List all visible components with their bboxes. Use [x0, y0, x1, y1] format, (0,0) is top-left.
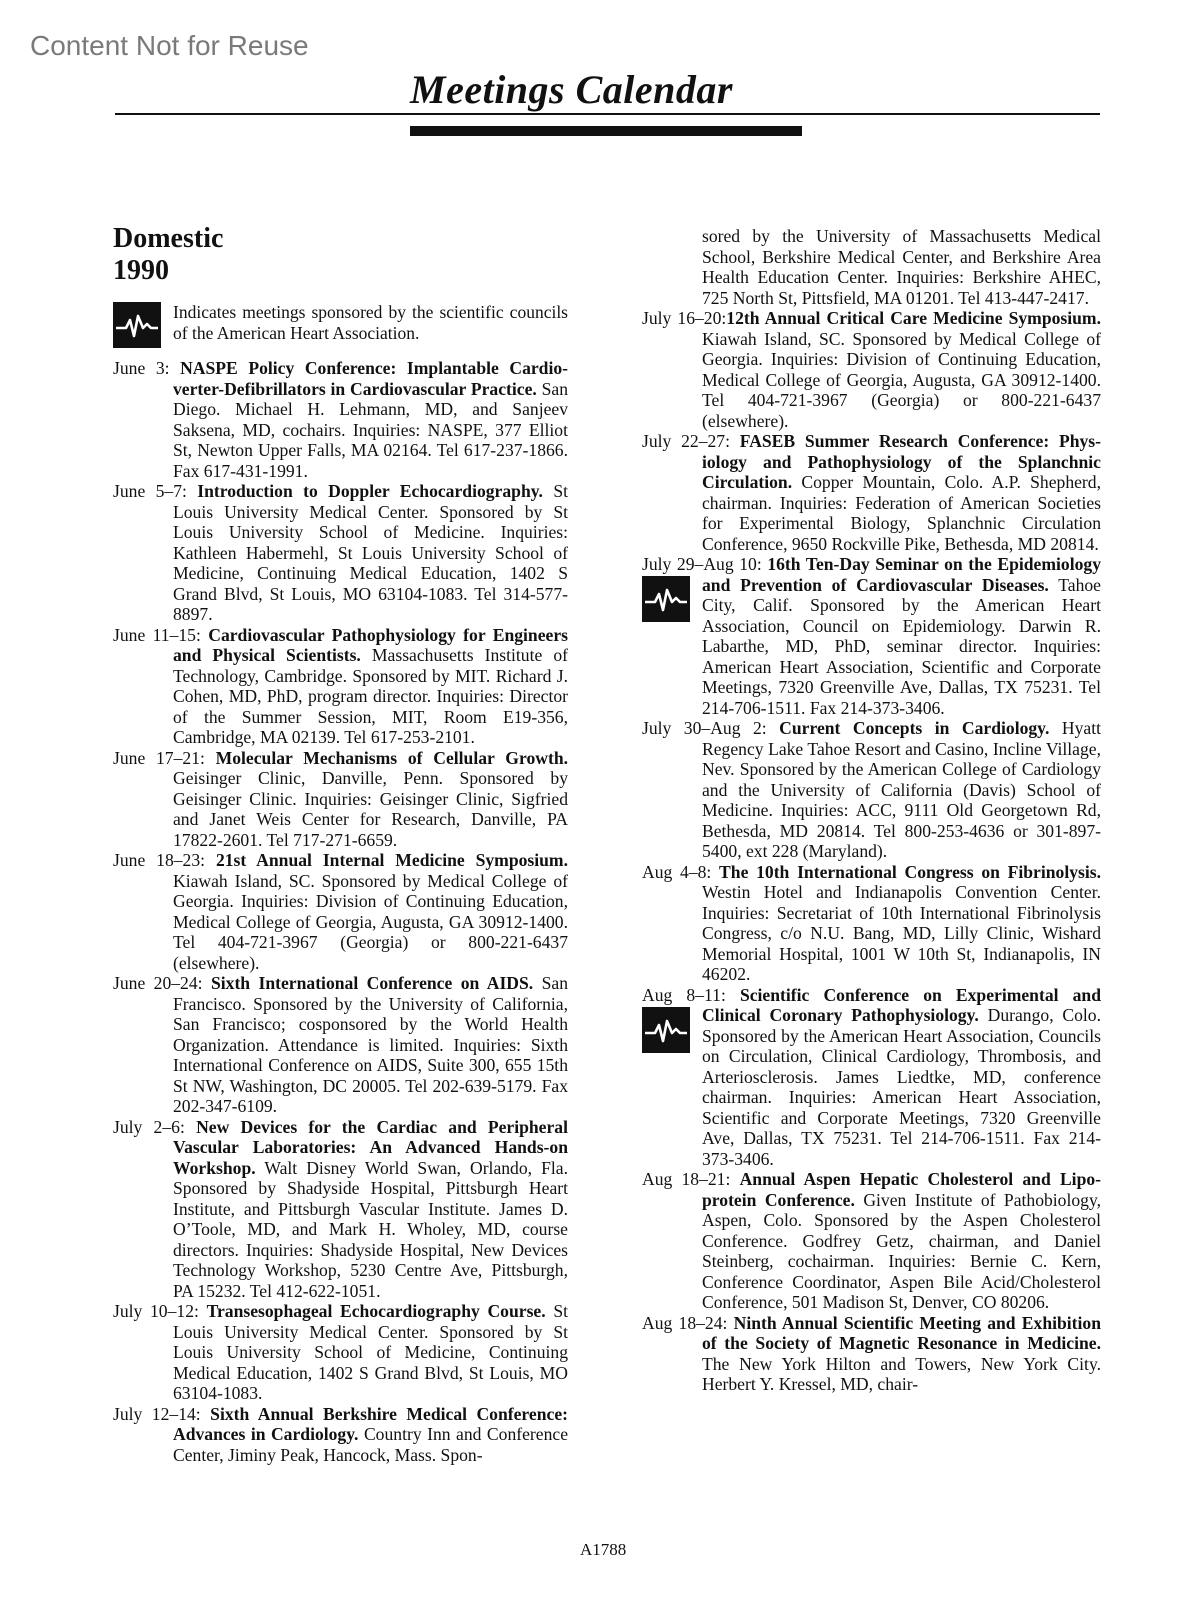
meeting-title: Cardiovascular Pathophysiology for Engineers and Physical Scientists.: [173, 624, 568, 665]
meeting-date: June 11–15:: [113, 624, 209, 645]
meeting-date: June 3:: [113, 358, 181, 378]
meeting-title: Molecular Mechanisms of Cellular Growth.: [215, 747, 568, 768]
meeting-details: Durango, Colo. Sponsored by the American Heart Association, Councils on Circulation, Clinical Cardiology, Thrombosis, and Arteriosclerosis. James Liedtke, MD, conference chairman. Inquiries: American Heart Association, Scientific and Corporate Meetings, 7320 Greenville Ave, Dallas, TX 75231. Tel 214-706-1511. Fax 214-373-3406.: [702, 1005, 1102, 1169]
meeting-date: June 5–7:: [113, 481, 198, 501]
meeting-title: New Devices for the Cardiac and Peripheral Vascular Laboratories: An Advanced Hands-on Workshop.: [173, 1116, 568, 1178]
meeting-details: San Diego. Michael H. Lehmann, MD, and Sanjeev Saksena, MD, cochairs. Inquiries: NASPE, 377 Elliot St, Newton Upper Falls, MA 02164. Tel 617-237-1866. Fax 617-431-1991.: [173, 378, 568, 481]
section-heading: [113, 223, 223, 287]
title-rule-thick: [410, 126, 802, 136]
meeting-date: Aug 4–8:: [642, 861, 720, 882]
meeting-details: Geisinger Clinic, Danville, Penn. Sponsored by Geisinger Clinic. Inquiries: Geisinger Clinic, Sigfried and Janet Weis Center for Research, Danville, PA 17822-2601. Tel 717-271-6659.: [173, 768, 568, 850]
meeting-title: Sixth Annual Berkshire Medical Conference: Advances in Cardiology.: [173, 1403, 568, 1444]
meeting-date: June 17–21:: [113, 747, 216, 768]
meeting-entry: [113, 1301, 568, 1404]
meeting-title: 21st Annual Internal Medicine Symposium.: [215, 850, 568, 870]
meeting-date: Aug 8–11:: [642, 984, 740, 1005]
meeting-title: 12th Annual Critical Care Medicine Symposium.: [726, 308, 1101, 328]
section-heading-domestic: Domestic: [113, 223, 224, 254]
meeting-date: July 16–20:: [642, 308, 727, 328]
meeting-entry: [642, 554, 1101, 718]
meeting-date: July 2–6:: [113, 1116, 197, 1137]
meeting-date: June 18–23:: [113, 850, 216, 870]
meeting-title: Current Concepts in Cardiology.: [779, 718, 1050, 738]
meeting-title: Ninth Annual Scientific Meeting and Exhibition of the Society of Magnetic Resonance in Medicine.: [702, 1312, 1101, 1353]
page-title: Meetings Calendar: [410, 67, 733, 112]
meeting-details: Walt Disney World Swan, Orlando, Fla. Sponsored by Shadyside Hospital, Pittsburgh Heart Institute, and Pittsburgh Vascular Institute. James D. O’Toole, MD, and Mark H. Wholey, MD, course directors. Inquiries: Shadyside Hospital, New Devices Technology Workshop, 5230 Centre Ave, Pittsburgh, PA 15232. Tel 412-622-1051.: [173, 1157, 568, 1301]
legend-text: Indicates meetings sponsored by the scientific councils of the American Heart Association.: [173, 302, 568, 343]
meeting-details: Kiawah Island, SC. Sponsored by Medical College of Georgia. Inquiries: Division of Continuing Education, Medical College of Georgia, Augusta, GA 30912-1400. Tel 404-721-3967 (Georgia) or 800-221-6437 (elsewhere).: [173, 870, 568, 973]
meeting-details: Country Inn and Conference Center, Jiminy Peak, Hancock, Mass. Spon-: [173, 1424, 568, 1465]
meeting-date: July 22–27:: [642, 431, 740, 451]
meeting-title: Annual Aspen Hepatic Cholesterol and Lipoprotein Conference.: [702, 1169, 1102, 1210]
meeting-entry: [113, 1117, 568, 1302]
meeting-entry: [113, 358, 568, 481]
meeting-details: Hyatt Regency Lake Tahoe Resort and Casino, Incline Village, Nev. Sponsored by the American College of Cardiology and the University of California (Davis) School of Medicine. Inquiries: ACC, 9111 Old Georgetown Rd, Bethesda, MD 20814. Tel 800-253-4636 or 301-897-5400, ext 228 (Maryland).: [702, 718, 1101, 861]
left-column: [113, 358, 568, 1465]
meeting-date: July 30–Aug 2:: [642, 718, 780, 738]
aha-ecg-icon: [642, 1007, 690, 1053]
meeting-details: Copper Mountain, Colo. A.P. Shepherd, chairman. Inquiries: Federation of American Societies for Experimental Biology, Splanchnic Circulation Conference, 9650 Rockville Pike, Bethesda, MD 20814.: [702, 472, 1101, 554]
meeting-title: Sixth International Conference on AIDS.: [210, 973, 534, 993]
title-rule-thin: [115, 113, 1100, 115]
meeting-date: Aug 18–24:: [642, 1312, 734, 1333]
meeting-entry: [642, 718, 1101, 862]
meeting-title: Introduction to Doppler Echocardiography.: [197, 481, 543, 501]
meeting-details: St Louis University Medical Center. Sponsored by St Louis University School of Medicine, Continuing Medical Education, 1402 S Grand Blvd, St Louis, MO 63104-1083.: [173, 1301, 568, 1403]
watermark: Content Not for Reuse: [30, 30, 309, 61]
meeting-details: Massachusetts Institute of Technology, Cambridge. Sponsored by MIT. Richard J. Cohen, MD, PhD, program director. Inquiries: Director of the Summer Session, MIT, Room E19-356, Cambridge, MA 02139. Tel 617-253-2101.: [173, 645, 568, 747]
meeting-details: The New York Hilton and Towers, New York City. Herbert Y. Kressel, MD, chair-: [702, 1353, 1101, 1394]
meeting-date: July 12–14:: [113, 1403, 211, 1424]
entry-continuation: sored by the University of Massachusetts Medical School, Berkshire Medical Center, and Berkshire Area Health Education Center. Inquiries: Berkshire AHEC, 725 North St, Pittsfield, MA 01201. Tel 413-447-2417.: [702, 226, 1101, 308]
meeting-title: The 10th International Congress on Fibrinolysis.: [719, 861, 1101, 882]
meeting-entry: [113, 481, 568, 625]
meeting-title: Scientific Conference on Experimental and Clinical Coronary Pathophysiology.: [702, 984, 1101, 1025]
meeting-title: NASPE Policy Conference: Implantable Cardioverter-Defibrillators in Cardiovascular Practice.: [173, 358, 569, 399]
meeting-date: Aug 18–21:: [642, 1169, 740, 1189]
section-heading-year: 1990: [113, 255, 169, 286]
meeting-entry: [113, 850, 568, 973]
meeting-details: St Louis University Medical Center. Sponsored by St Louis University School of Medicine. Inquiries: Kathleen Habermehl, St Louis University School of Medicine, Continuing Medical Education, 1402 S Grand Blvd, St Louis, MO 63104-1083. Tel 314-577-8897.: [173, 481, 569, 624]
meeting-details: Given Institute of Pathobiology, Aspen, Colo. Sponsored by the Aspen Cholesterol Conference. Godfrey Getz, chairman, and Daniel Steinberg, cochairman. Inquiries: Bernie C. Kern, Conference Coordinator, Aspen Bile Acid/Cholesterol Conference, 501 Madison St, Denver, CO 80206.: [702, 1189, 1102, 1312]
meeting-title: 16th Ten-Day Seminar on the Epidemiology and Prevention of Cardiovascular Diseases.: [702, 554, 1101, 595]
aha-ecg-icon: [113, 302, 161, 348]
aha-legend: [113, 302, 568, 344]
meeting-entry: [642, 308, 1101, 431]
meeting-details: Tahoe City, Calif. Sponsored by the American Heart Association, Council on Epidemiology. Darwin R. Labarthe, MD, PhD, seminar director. Inquiries: American Heart Association, Scientific and Corporate Meetings, 7320 Greenville Ave, Dallas, TX 75231. Tel 214-706-1511. Fax 214-373-3406.: [702, 574, 1101, 718]
meeting-entry: [113, 748, 568, 851]
meeting-date: July 10–12:: [113, 1301, 207, 1321]
meeting-title: Transesophageal Echocardiography Course.: [206, 1301, 546, 1321]
meeting-details: Westin Hotel and Indianapolis Convention Center. Inquiries: Secretariat of 10th International Fibrinolysis Congress, c/o N.U. Bang, MD, Lilly Clinic, Wishard Memorial Hospital, 1001 W 10th St, Indianapolis, IN 46202.: [702, 882, 1101, 984]
page-number: A1788: [580, 1540, 627, 1559]
meeting-entry: [113, 625, 568, 748]
meeting-details: San Francisco. Sponsored by the University of California, San Francisco; cosponsored by the World Health Organization. Attendance is limited. Inquiries: Sixth International Conference on AIDS, Suite 300, 655 15th St NW, Washington, DC 20005. Tel 202-639-5179. Fax 202-347-6109.: [173, 973, 568, 1116]
meeting-date: June 20–24:: [113, 973, 211, 993]
meeting-entry: [642, 1169, 1101, 1313]
meeting-entry: [642, 985, 1101, 1170]
right-column-entries: [642, 308, 1101, 1395]
meeting-date: July 29–Aug 10:: [642, 554, 768, 574]
meeting-entry: [113, 1404, 568, 1466]
meeting-details: Kiawah Island, SC. Sponsored by Medical College of Georgia. Inquiries: Division of Continuing Education, Medical College of Georgia, Augusta, GA 30912-1400. Tel 404-721-3967 (Georgia) or 800-221-6437 (elsewhere).: [702, 328, 1101, 431]
meeting-entry: [642, 862, 1101, 985]
meeting-entry: [113, 973, 568, 1117]
aha-ecg-icon: [642, 576, 690, 622]
meeting-entry: [642, 431, 1101, 554]
right-column: [642, 226, 1101, 1395]
meeting-entry: [642, 1313, 1101, 1395]
meeting-title: FASEB Summer Research Conference: Physiology and Pathophysiology of the Splanchnic Circulation.: [702, 431, 1102, 492]
